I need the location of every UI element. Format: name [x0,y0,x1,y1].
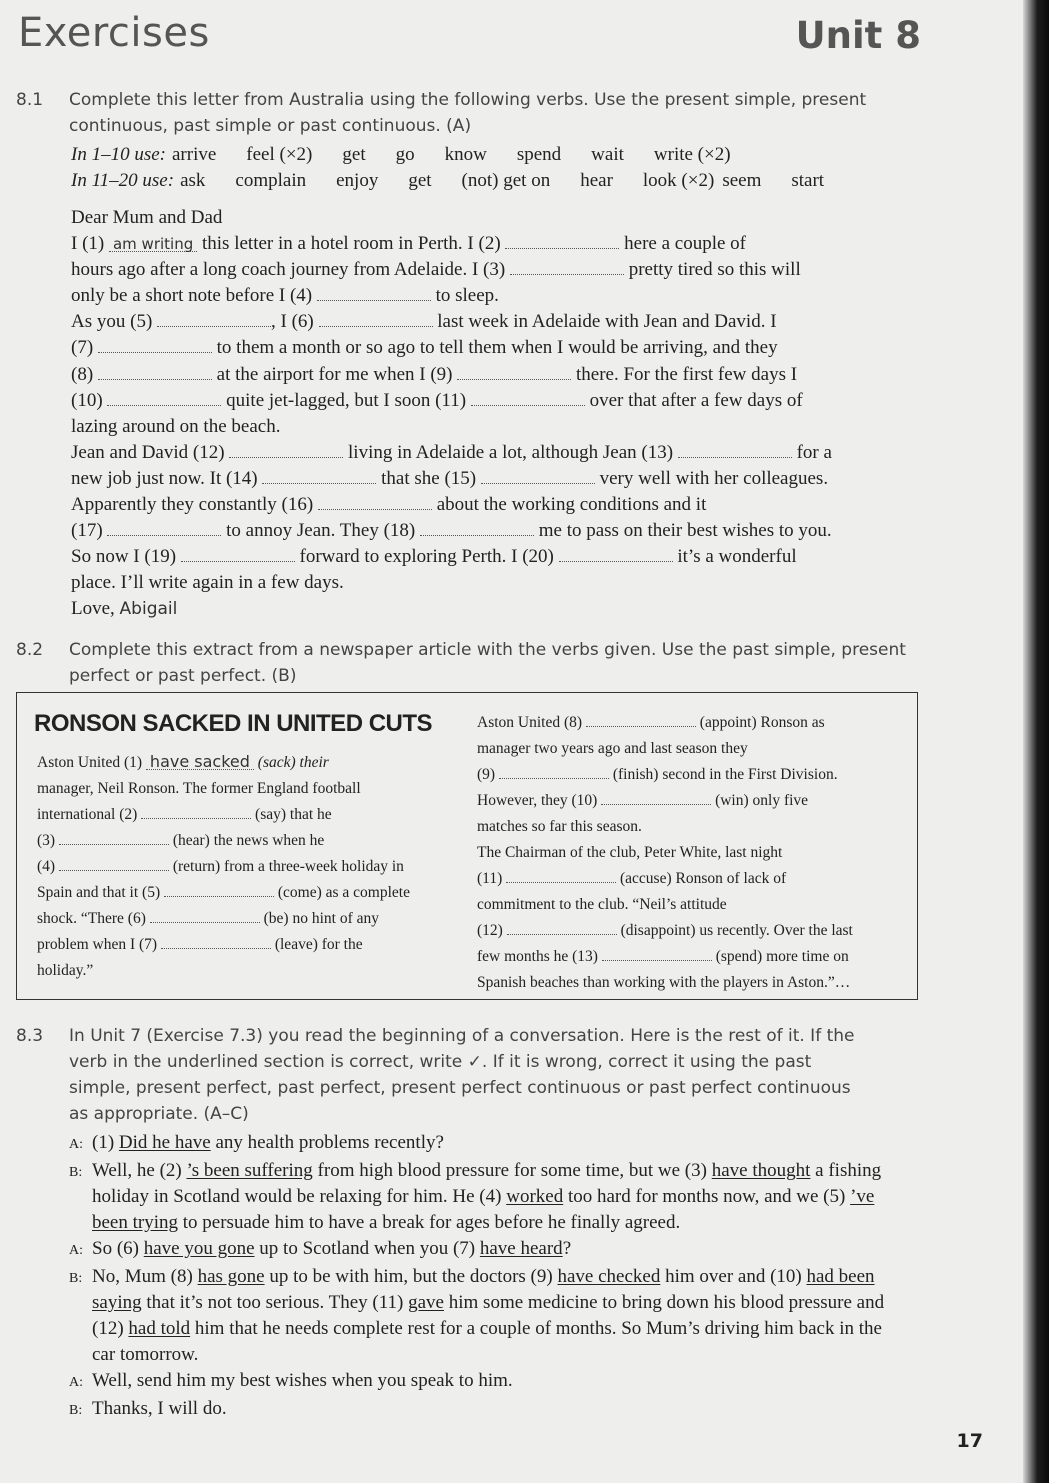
speaker-b: B: [69,1165,83,1180]
conversation-turn: A: So (6) have you gone up to Scotland when you (7) have heard? [69,1236,909,1264]
letter-line: (7) to them a month or so ago to tell them when I would be arriving, and they [71,337,778,359]
letter-line: (10) quite jet-lagged, but I soon (11) over that after a few days of [71,389,803,411]
verb-item: write (×2) [653,144,731,165]
answer-blank[interactable] [59,833,169,845]
unit-label: Unit 8 [795,14,921,57]
page-edge-shadow [1023,0,1049,1483]
letter-line: So now I (19) forward to exploring Perth. I (20) it’s a wonderful [71,546,797,568]
answer-blank[interactable] [586,715,696,727]
verb-row-1 [71,142,931,168]
answer-blank[interactable] [107,391,221,406]
letter-line: new job just now. It (14) that she (15) very well with her colleagues. [71,467,829,489]
verb-item: look (×2) [642,170,715,191]
answer-blank[interactable] [181,547,295,562]
answer-blank[interactable] [319,312,433,327]
answer-blank[interactable] [318,495,432,510]
letter-line: As you (5) , I (6) last week in Adelaide with Jean and David. I [71,311,777,333]
article-right-column: Aston United (8) (appoint) Ronson as manager two years ago and last season they (9) (finish) second in the First Division. However, they (10) (win) only five matches so far this season. The Chairman of the club, Peter White, last night (11) (accuse) Ronson of lack of commitment to the club. “Neil’s attitude (12) (disappoint) us recently. Over the last few months he (13) (spend) more time on Spanish beaches than working with the players in Aston.”… [477,714,853,991]
answer-blank[interactable] [510,260,624,275]
answer-blank[interactable] [601,793,711,805]
conversation-turn: B: Thanks, I will do. [69,1396,909,1424]
answer-blank[interactable] [164,885,274,897]
conversation-turn: A: Well, send him my best wishes when you speak to him. [69,1368,909,1396]
letter-line: (17) to annoy Jean. They (18) me to pass on their best wishes to you. [71,520,832,542]
underlined-verb: had been saying [92,1266,875,1313]
answer-blank[interactable] [602,949,712,961]
verb-item: know [444,144,487,165]
verb-row-label: In 11–20 use: [71,170,175,191]
verb-item: (not) get on [461,170,551,191]
answer-example: am writing [109,237,197,252]
answer-blank[interactable] [457,365,571,380]
answer-blank[interactable] [506,871,616,883]
verb-item: complain [235,170,307,191]
answer-blank[interactable] [141,807,251,819]
answer-blank[interactable] [262,469,376,484]
verb-item: get [342,144,366,165]
speaker-a: A: [69,1375,83,1390]
speaker-a: A: [69,1243,83,1258]
answer-blank[interactable] [678,443,792,458]
answer-blank[interactable] [229,443,343,458]
underlined-verb: Did he have [118,1132,211,1153]
conversation-turn: B: Well, he (2) ’s been suffering from high blood pressure for some time, but we (3) have thought a fishing holiday in Scotland would be relaxing for him. He (4) worked too hard for months now, and we (5) ’ve been trying to persuade him to have a break for ages before he finally agreed. [69,1158,909,1236]
underlined-verb: have you gone [143,1238,255,1259]
letter-line: lazing around on the beach. [71,415,281,437]
verb-item: enjoy [336,170,379,191]
verb-item: go [395,144,415,165]
verb-row-label: In 1–10 use: [71,144,166,165]
exercise-number-8-1: 8.1 [16,90,44,110]
conversation-turn: B: No, Mum (8) has gone up to be with him, but the doctors (9) have checked him over and (10) had been saying that it’s not too serious. They (11) gave him some medicine to bring down his blood pressure and (12) had told him that he needs complete rest for a couple of months. So Mum’s driving him back in the car tomorrow. [69,1264,909,1368]
answer-blank[interactable] [499,767,609,779]
verb-item: ask [180,170,206,191]
underlined-verb: has gone [197,1266,265,1287]
verb-row-2 [71,168,931,194]
answer-blank[interactable] [150,911,260,923]
exercise-8-1-instruction: Complete this letter from Australia using the following verbs. Use the present simple, present continuous, past simple or past continuous. (A) [69,90,867,136]
letter-line: I (1) am writing this letter in a hotel room in Perth. I (2) here a couple of [71,233,747,255]
answer-blank[interactable] [157,312,271,327]
answer-blank[interactable] [559,547,673,562]
exercise-number-8-3: 8.3 [16,1026,44,1046]
answer-blank[interactable] [420,521,534,536]
conversation [69,1130,909,1424]
speaker-b: B: [69,1271,83,1286]
verb-item: wait [591,144,624,165]
underlined-verb: ’ve been trying [92,1186,875,1233]
exercise-8-2-instruction: Complete this extract from a newspaper article with the verbs given. Use the past simple, present perfect or past perfect. (B) [69,640,906,686]
verb-item: arrive [171,144,217,165]
letter-line: (8) at the airport for me when I (9) there. For the first few days I [71,363,798,385]
verb-item: spend [516,144,562,165]
answer-blank[interactable] [505,234,619,249]
verb-item: seem [722,170,762,191]
speaker-b: B: [69,1403,83,1418]
conversation-turn: A: (1) Did he have any health problems recently? [69,1130,909,1158]
letter [71,205,921,623]
underlined-verb: ’s been suffering [186,1160,313,1181]
article-left-column: Aston United (1) have sacked (sack) their manager, Neil Ronson. The former England football international (2) (say) that he (3) (hear) the news when he (4) (return) from a three-week holiday in Spain and that it (5) (come) as a complete shock. “There (6) (be) no hint of any problem when I (7) (leave) for the holiday.” [37,752,410,979]
underlined-verb: had told [128,1318,191,1339]
answer-example: have sacked [146,755,254,770]
verb-list [71,142,931,194]
page-title: Exercises [18,10,210,56]
underlined-verb: have thought [711,1160,811,1181]
verb-item: start [791,170,825,191]
answer-blank[interactable] [161,937,271,949]
answer-blank[interactable] [471,391,585,406]
letter-greeting: Dear Mum and Dad [71,207,223,228]
answer-blank[interactable] [317,286,431,301]
signature: Abigail [119,599,178,620]
letter-line: place. I’ll write again in a few days. [71,572,344,594]
answer-blank[interactable] [507,923,617,935]
verb-item: get [408,170,432,191]
page-number: 17 [956,1430,983,1452]
letter-line: only be a short note before I (4) to sleep. [71,285,499,307]
answer-blank[interactable] [98,338,212,353]
article-headline: RONSON SACKED IN UNITED CUTS [34,710,433,737]
speaker-a: A: [69,1137,83,1152]
underlined-verb: worked [506,1186,564,1207]
underlined-verb: have heard [479,1238,563,1259]
underlined-verb: gave [408,1292,444,1313]
answer-blank[interactable] [107,521,221,536]
letter-line: Jean and David (12) living in Adelaide a lot, although Jean (13) for a [71,441,832,463]
answer-blank[interactable] [59,859,169,871]
exercise-number-8-2: 8.2 [16,640,44,660]
underlined-verb: have checked [557,1266,661,1287]
verb-item: feel (×2) [246,144,313,165]
verb-item: hear [580,170,613,191]
answer-blank[interactable] [481,469,595,484]
letter-line: hours ago after a long coach journey from Adelaide. I (3) pretty tired so this will [71,259,801,281]
exercise-8-3-instruction: In Unit 7 (Exercise 7.3) you read the beginning of a conversation. Here is the rest of it. If the verb in the underlined section is correct, write ✓. If it is wrong, correct it using the past simple, present perfect, past perfect, present perfect continuous or past perfect continuous as appropriate. (A–C) [69,1026,855,1124]
answer-blank[interactable] [98,365,212,380]
letter-signoff: Love, Abigail [71,598,178,620]
letter-line: Apparently they constantly (16) about the working conditions and it [71,494,707,516]
